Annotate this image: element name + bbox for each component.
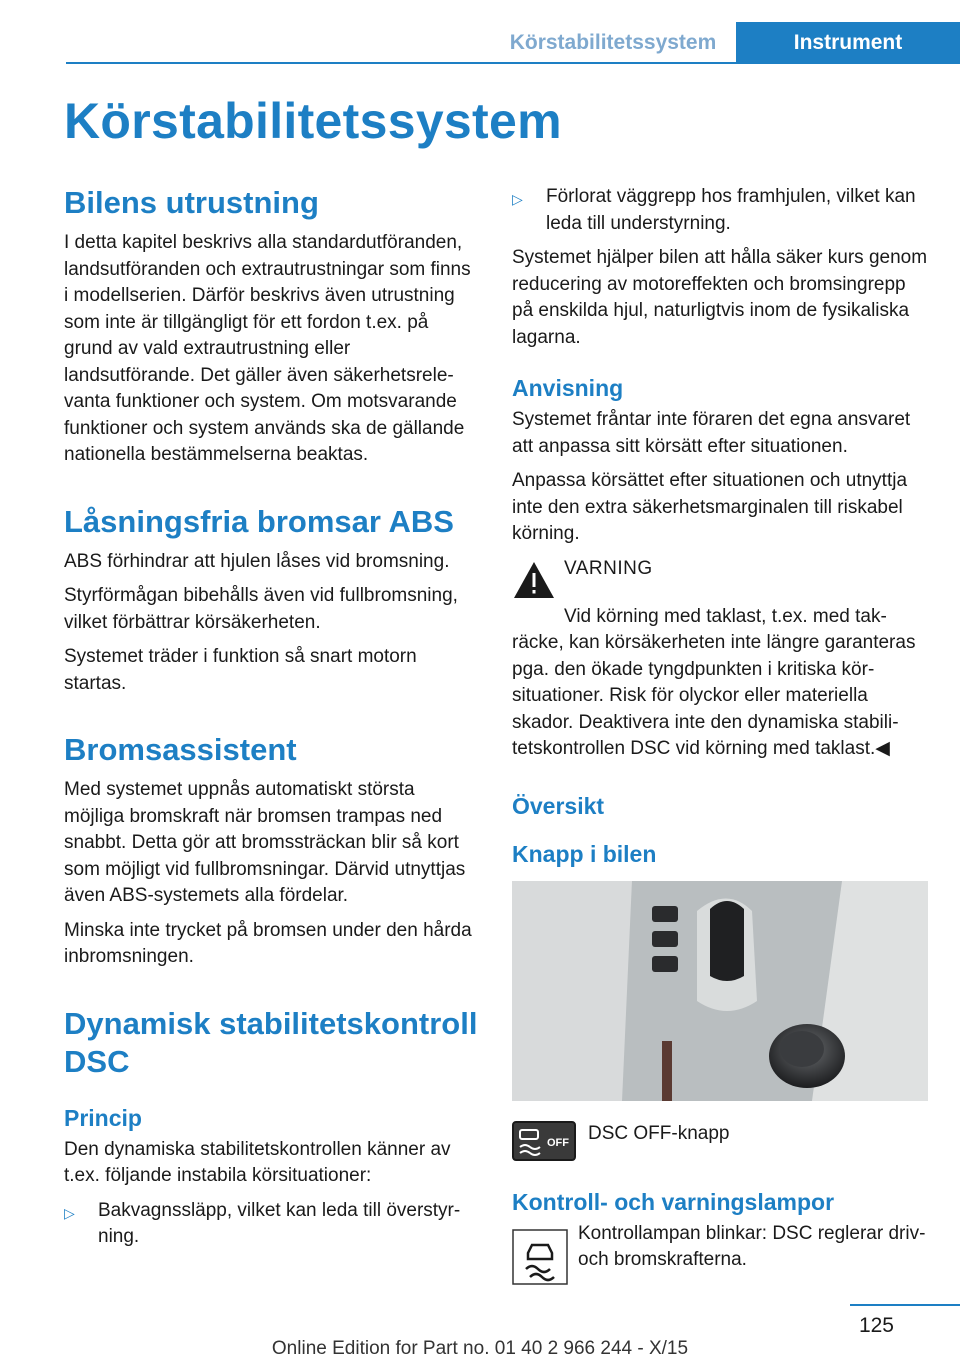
equipment-heading: Bilens utrustning [64, 185, 319, 220]
warning-triangle-icon [512, 558, 564, 604]
chapter-tab: Instrument [736, 22, 960, 64]
brake-assist-paragraph-2: Minska inte trycket på bromsen under den hårda inbromsningen. [64, 919, 472, 967]
page-number: 125 [858, 1314, 894, 1337]
lamp-text: Kontrollampan blinkar: DSC reglerar driv- och bromskrafterna. [578, 1222, 926, 1270]
brake-assist-paragraph-1: Med systemet uppnås automatiskt största möjliga bromskraft när bromsen trampas ned snabbt. Detta gör att bromssträckan blir så kort som möjligt vid fullbromsningar. Därvid utnyttjas även ABS-systemets alla fördelar. [64, 779, 466, 906]
list-item [64, 1198, 480, 1251]
section-tab: Körstabilitetssystem [509, 31, 717, 54]
right-column [512, 184, 928, 1293]
triangle-right-icon: ▷ [512, 191, 523, 207]
dsc-off-icon-label: OFF [547, 1136, 569, 1149]
warning-text: Vid körning med taklast, t.ex. med takräcke, kan körsäkerheten inte längre garanteras pga. den ökade tyngdpunkten i kritiska körsituationer. Risk för olyckor eller materiella skador. Deaktivera inte den dynamiska stabilitetskontrollen DSC vid körning med taklast.◀ [512, 605, 916, 759]
footer-rule [850, 1304, 960, 1306]
dsc-heading: Dynamisk stabilitetskontroll DSC [64, 1005, 478, 1079]
abs-heading: Låsningsfria bromsar ABS [64, 503, 454, 539]
list-item-text: Bakvagnssläpp, vilket kan leda till överstyrning. [98, 1199, 461, 1247]
console-photo [512, 881, 928, 1101]
note-paragraph-1: Systemet fråntar inte föraren det egna ansvaret att anpassa sitt körsätt efter situationen. [512, 409, 911, 457]
lamps-heading: Kontroll- och varningslampor [512, 1188, 835, 1215]
edition-text: Online Edition for Part no. 01 40 2 966 244 - X/15 [271, 1338, 689, 1359]
list-item-text: Förlorat väggrepp hos framhjulen, vilket kan leda till understyrning. [546, 186, 916, 234]
dsc-off-button-row [512, 1121, 928, 1161]
note-heading: Anvisning [512, 375, 624, 401]
principle-text: Den dynamiska stabilitetskontrollen känner av t.ex. följande instabila körsituationer: [64, 1138, 451, 1186]
overview-heading: Översikt [512, 792, 605, 819]
list-item [512, 184, 928, 237]
header-rule [66, 62, 960, 64]
button-heading: Knapp i bilen [512, 840, 657, 867]
dsc-off-icon [512, 1121, 576, 1161]
lamp-row [512, 1221, 928, 1285]
dsc-lamp-icon [512, 1229, 568, 1285]
dsc-off-button-label: DSC OFF-knapp [588, 1122, 730, 1144]
system-text: Systemet hjälper bilen att hålla säker kurs genom reducering av motoreffekten och bromsingrepp på enskilda hjul, naturligtvis inom de fysikaliska lagarna. [512, 247, 928, 348]
warning-title: VARNING [564, 557, 653, 579]
note-paragraph-2: Anpassa körsättet efter situationen och utnyttja inte den extra säkerhetsmarginalen till riskabel körning. [512, 470, 908, 544]
triangle-right-icon: ▷ [64, 1204, 75, 1221]
left-column [64, 184, 480, 1259]
principle-heading: Princip [64, 1104, 142, 1131]
page-header [0, 0, 960, 64]
brake-assist-heading: Bromsassistent [64, 732, 297, 767]
page-title: Körstabilitetssystem [64, 93, 562, 149]
abs-paragraph-2: Styrförmågan bibehålls även vid fullbromsning, vilket förbättrar körsäkerheten. [64, 585, 458, 633]
abs-paragraph-3: Systemet träder i funktion så snart motorn startas. [64, 646, 417, 694]
equipment-text: I detta kapitel beskrivs alla standardutföranden, landsutföranden och extrautrustningar som finns i modellserien. Därför beskrivs även utrustning som inte är tillgängligt för ett fordon t.ex. på grund av vald extrautrustning eller landsutförande. Det gäller även säkerhetsrelevanta funktioner och system. Om motsvarande funktioner och system används ska de gällande nationella bestämmelserna beaktas. [64, 232, 471, 465]
warning-block [512, 556, 928, 763]
abs-paragraph-1: ABS förhindrar att hjulen låses vid bromsning. [64, 550, 450, 572]
